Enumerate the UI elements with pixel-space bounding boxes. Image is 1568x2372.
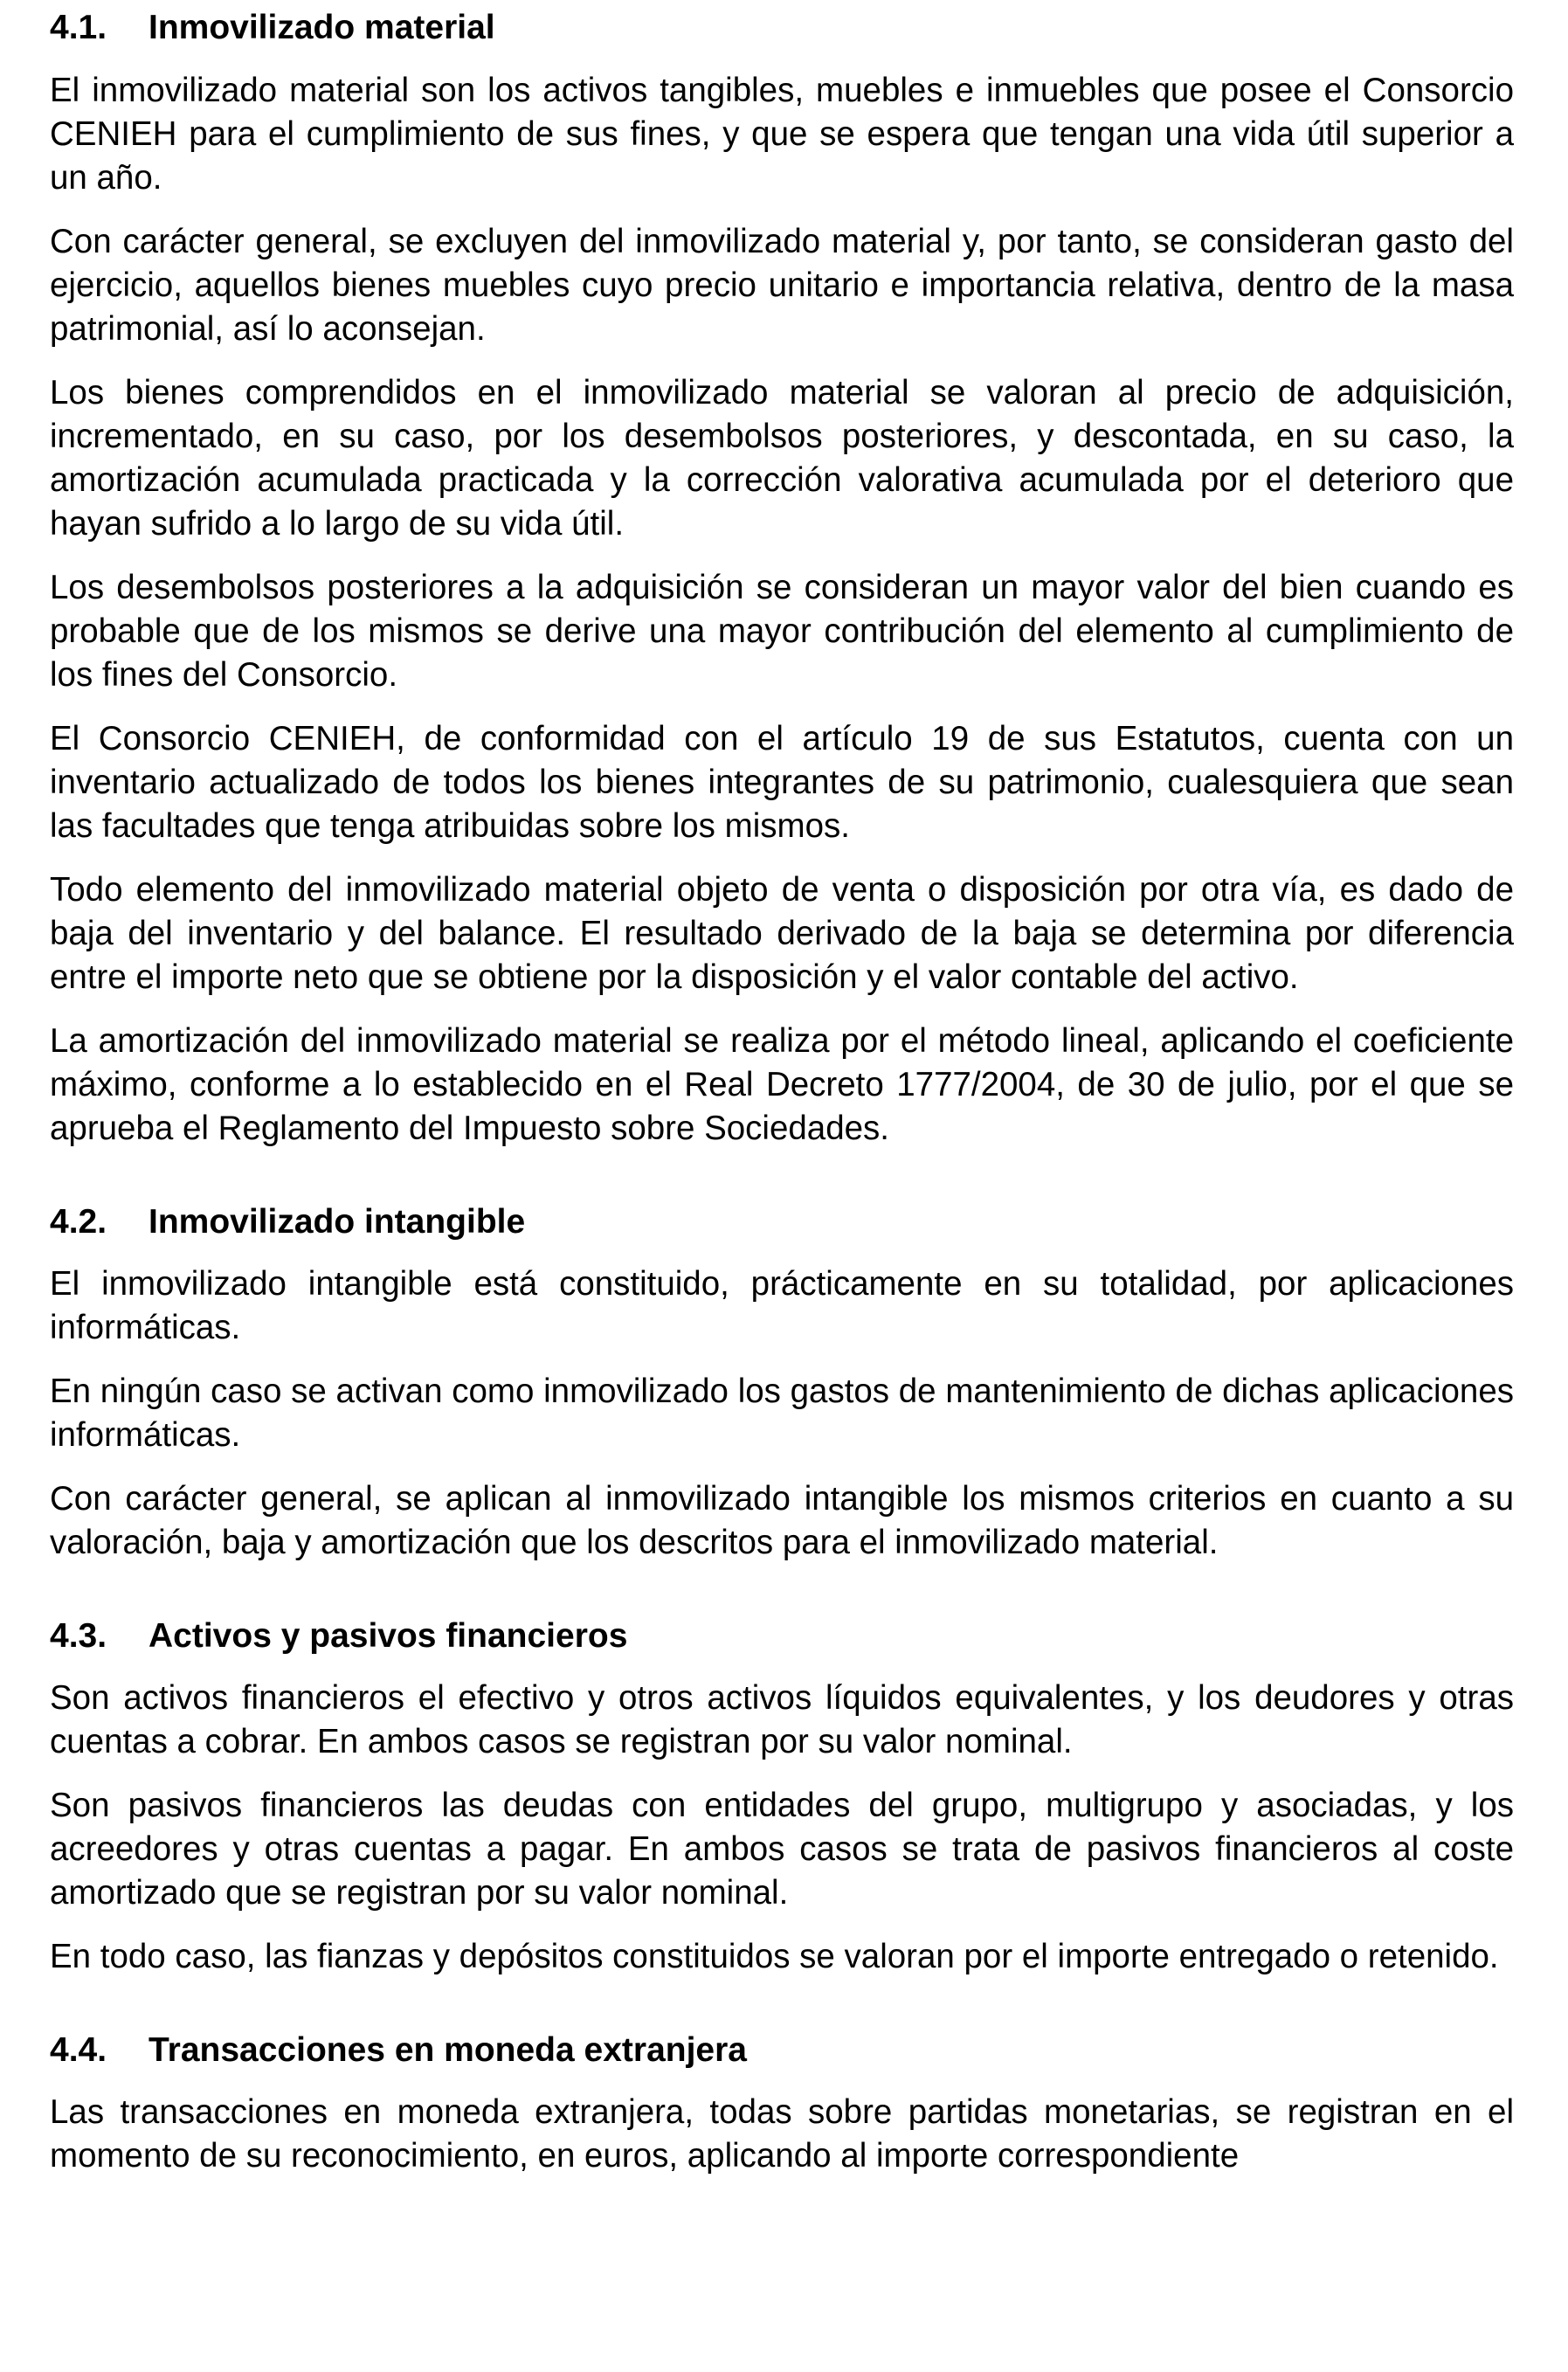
section-activos-pasivos-financieros xyxy=(50,1615,1514,1979)
paragraph: Con carácter general, se aplican al inmovilizado intangible los mismos criterios en cuanto a su valoración, baja y amortización que los descritos para el inmovilizado material. xyxy=(50,1480,1514,1561)
section-heading xyxy=(50,2029,1514,2072)
paragraph: Las transacciones en moneda extranjera, todas sobre partidas monetarias, se registran en el momento de su reconocimiento, en euros, aplicando al importe correspondiente xyxy=(50,2093,1514,2175)
paragraph: El Consorcio CENIEH, de conformidad con el artículo 19 de sus Estatutos, cuenta con un inventario actualizado de todos los bienes integrantes de su patrimonio, cualesquiera que sean las facultades que tenga atribuidas sobre los mismos. xyxy=(50,720,1514,845)
section-inmovilizado-intangible xyxy=(50,1200,1514,1565)
section-transacciones-moneda-extranjera xyxy=(50,2029,1514,2178)
section-heading xyxy=(50,1615,1514,1658)
section-inmovilizado-material xyxy=(50,6,1514,1151)
paragraph: El inmovilizado material son los activos tangibles, muebles e inmuebles que posee el Consorcio CENIEH para el cumplimiento de sus fines, y que se espera que tengan una vida útil superior a un año. xyxy=(50,72,1514,197)
paragraph: En todo caso, las fianzas y depósitos constituidos se valoran por el importe entregado o retenido. xyxy=(50,1938,1499,1975)
section-title: Inmovilizado intangible xyxy=(149,1203,526,1241)
section-number: 4.4. xyxy=(50,2031,107,2069)
section-title: Activos y pasivos financieros xyxy=(149,1617,628,1655)
paragraph: Todo elemento del inmovilizado material objeto de venta o disposición por otra vía, es dado de baja del inventario y del balance. El resultado derivado de la baja se determina por diferencia entre el importe neto que se obtiene por la disposición y el valor contable del activo. xyxy=(50,871,1514,996)
paragraph: Los bienes comprendidos en el inmovilizado material se valoran al precio de adquisición, incrementado, en su caso, por los desembolsos posteriores, y descontada, en su caso, la amortización acumulada practicada y la corrección valorativa acumulada por el deterioro que hayan sufrido a lo largo de su vida útil. xyxy=(50,374,1514,543)
paragraph: El inmovilizado intangible está constituido, prácticamente en su totalidad, por aplicaciones informáticas. xyxy=(50,1265,1514,1346)
paragraph: Son pasivos financieros las deudas con entidades del grupo, multigrupo y asociadas, y los acreedores y otras cuentas a pagar. En ambos casos se trata de pasivos financieros al coste amortizado que se registran por su valor nominal. xyxy=(50,1787,1514,1912)
section-heading xyxy=(50,1200,1514,1244)
paragraph: La amortización del inmovilizado material se realiza por el método lineal, aplicando el coeficiente máximo, conforme a lo establecido en el Real Decreto 1777/2004, de 30 de julio, por el que se aprueba el Reglamento del Impuesto sobre Sociedades. xyxy=(50,1022,1514,1147)
section-title: Inmovilizado material xyxy=(149,9,495,46)
paragraph: Los desembolsos posteriores a la adquisición se consideran un mayor valor del bien cuando es probable que de los mismos se derive una mayor contribución del elemento al cumplimiento de los fines del Consorcio. xyxy=(50,569,1514,694)
paragraph: En ningún caso se activan como inmovilizado los gastos de mantenimiento de dichas aplicaciones informáticas. xyxy=(50,1373,1514,1454)
section-heading xyxy=(50,6,1514,50)
section-number: 4.2. xyxy=(50,1203,107,1241)
paragraph: Son activos financieros el efectivo y otros activos líquidos equivalentes, y los deudores y otras cuentas a cobrar. En ambos casos se registran por su valor nominal. xyxy=(50,1679,1514,1760)
section-number: 4.3. xyxy=(50,1617,107,1655)
section-title: Transacciones en moneda extranjera xyxy=(149,2031,747,2069)
section-number: 4.1. xyxy=(50,9,107,46)
document-page xyxy=(50,0,1514,2178)
paragraph: Con carácter general, se excluyen del inmovilizado material y, por tanto, se consideran gasto del ejercicio, aquellos bienes muebles cuyo precio unitario e importancia relativa, dentro de la masa patrimonial, así lo aconsejan. xyxy=(50,223,1514,348)
